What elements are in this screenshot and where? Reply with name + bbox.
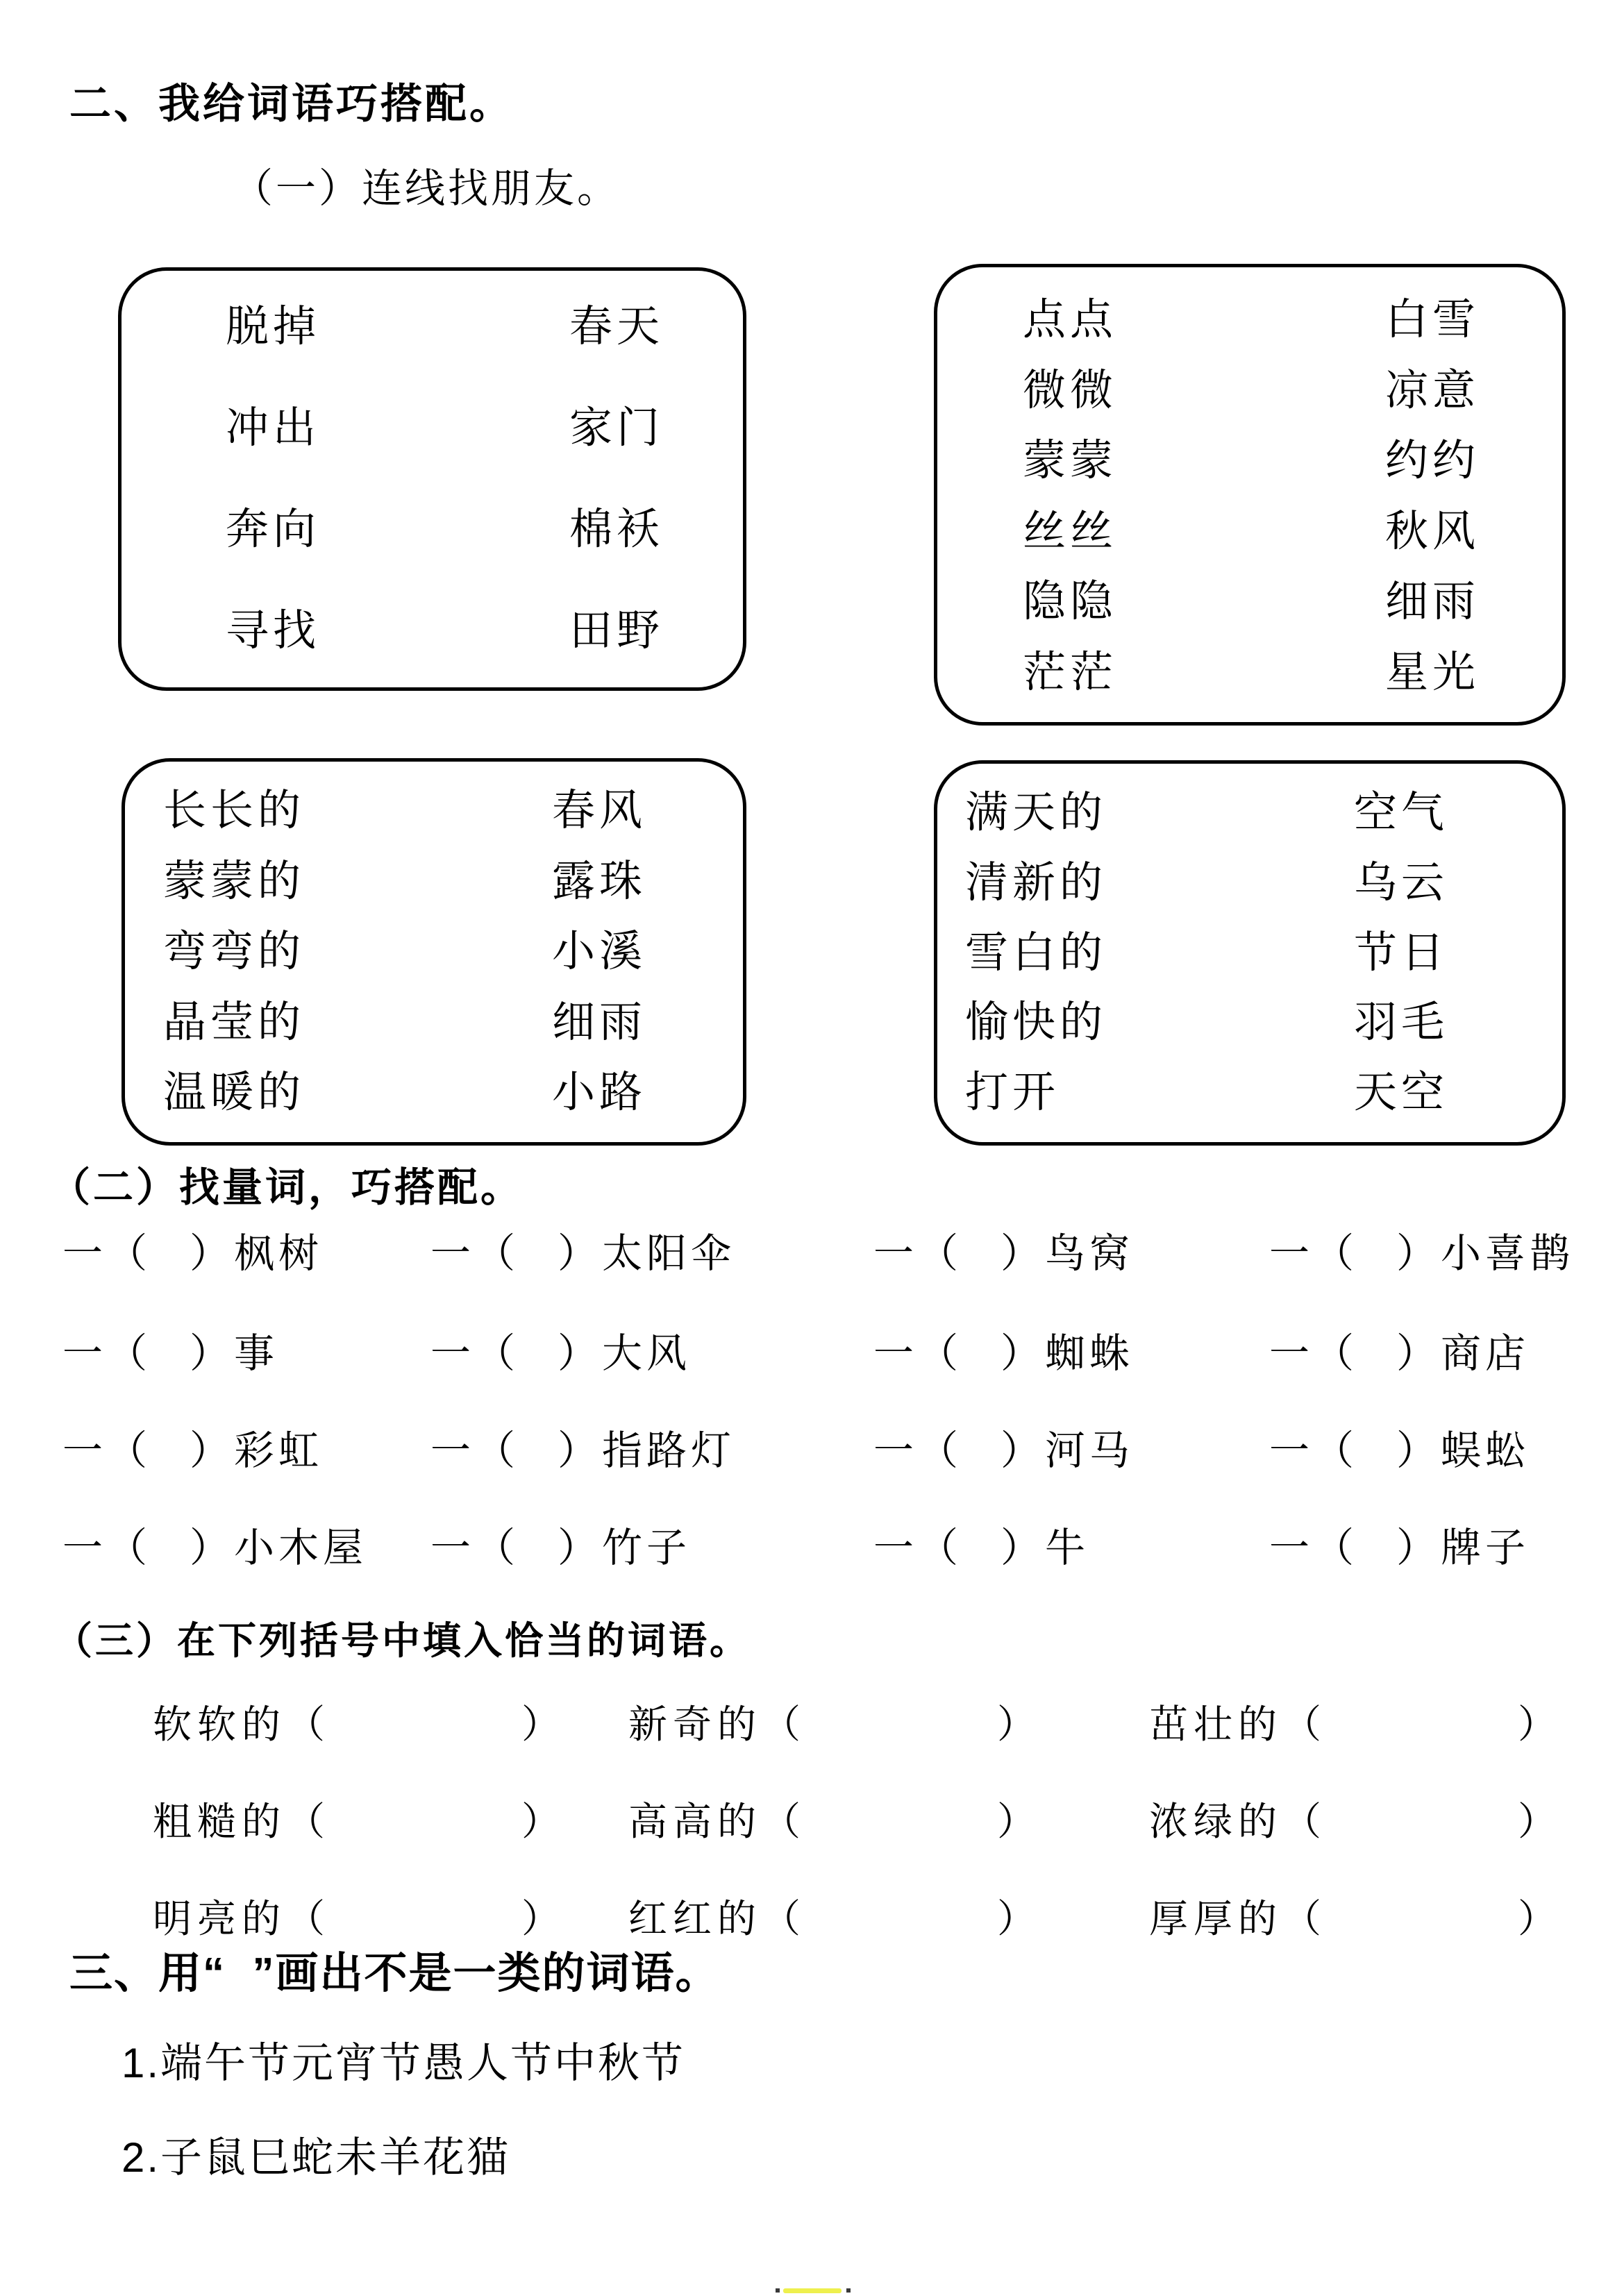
match-word[interactable]: 茫茫 <box>1023 648 1118 696</box>
quantifier-tail: ）彩虹 <box>190 1428 324 1473</box>
match-box-1 <box>118 267 746 691</box>
quantifier-lead: 一（ <box>1269 1231 1359 1276</box>
fill-lead: 高高的（ <box>628 1801 806 1844</box>
match-word[interactable]: 丝丝 <box>1023 508 1118 555</box>
quantifier-blank[interactable] <box>519 1555 558 1561</box>
match-word[interactable]: 细雨 <box>552 998 647 1046</box>
fill-blank[interactable] <box>1327 1925 1518 1932</box>
fill-item <box>1149 1803 1562 1842</box>
exercise-item-2: 2.子鼠巳蛇未羊花猫 <box>122 2134 511 2181</box>
match-word[interactable]: 满天的 <box>965 789 1107 837</box>
match-box-1-left-column <box>226 305 320 653</box>
fill-item <box>628 1803 1041 1842</box>
exercise-item-1: 1.端午节元宵节愚人节中秋节 <box>122 2040 686 2086</box>
fill-tail: ） <box>997 1704 1041 1747</box>
quantifier-blank[interactable] <box>519 1360 558 1367</box>
quantifier-tail: ）大风 <box>558 1331 692 1376</box>
match-word[interactable]: 约约 <box>1385 437 1480 485</box>
fill-tail: ） <box>997 1898 1041 1941</box>
fill-blank[interactable] <box>806 1731 997 1738</box>
quantifier-tail: ）小喜鹊 <box>1396 1231 1575 1276</box>
match-word[interactable]: 小路 <box>552 1069 647 1116</box>
match-word[interactable]: 蒙蒙 <box>1023 437 1118 485</box>
match-word[interactable]: 寻找 <box>226 607 321 655</box>
quantifier-item <box>1269 1525 1530 1570</box>
quantifier-blank[interactable] <box>151 1360 190 1367</box>
fill-item <box>153 1706 566 1745</box>
page-number-highlight <box>783 2288 842 2293</box>
fill-tail: ） <box>521 1704 566 1747</box>
fill-item <box>1149 1706 1562 1745</box>
quantifier-blank[interactable] <box>962 1555 1001 1561</box>
match-box-2 <box>934 264 1566 726</box>
quantifier-item <box>1269 1428 1530 1473</box>
fill-lead: 新奇的（ <box>628 1704 806 1747</box>
quantifier-tail: ）鸟窝 <box>1001 1231 1135 1276</box>
match-word[interactable]: 点点 <box>1023 296 1118 344</box>
quantifier-tail: ）蜈蚣 <box>1396 1428 1530 1473</box>
fill-tail: ） <box>521 1801 566 1844</box>
match-word[interactable]: 春风 <box>552 787 647 835</box>
match-box-4-left-column <box>965 791 1107 1114</box>
match-word[interactable]: 晶莹的 <box>163 998 305 1046</box>
section3-title: 三、用“ ”画出不是一类的词语。 <box>69 1950 720 1997</box>
fill-blank[interactable] <box>1327 1828 1518 1835</box>
part2-title: （二）找量词，巧搭配。 <box>50 1165 524 1210</box>
quantifier-item <box>873 1428 1135 1473</box>
quantifier-tail: ）蜘蛛 <box>1001 1331 1135 1376</box>
match-word[interactable]: 节日 <box>1354 929 1449 977</box>
quantifier-blank[interactable] <box>962 1360 1001 1367</box>
match-word[interactable]: 凉意 <box>1385 367 1480 414</box>
match-box-2-right-column <box>1385 296 1480 696</box>
section2-title: 二、我给词语巧搭配。 <box>69 81 514 127</box>
match-word[interactable]: 弯弯的 <box>163 928 305 975</box>
quantifier-lead: 一（ <box>430 1331 520 1376</box>
match-box-4 <box>934 760 1566 1146</box>
quantifier-blank[interactable] <box>519 1457 558 1464</box>
quantifier-blank[interactable] <box>962 1260 1001 1267</box>
quantifier-blank[interactable] <box>1358 1457 1396 1464</box>
quantifier-lead: 一（ <box>1269 1428 1359 1473</box>
part3-title: （三）在下列括号中填入恰当的词语。 <box>54 1620 751 1662</box>
match-box-3 <box>122 758 746 1146</box>
fill-tail: ） <box>1518 1801 1562 1844</box>
match-word[interactable]: 细雨 <box>1385 578 1480 626</box>
quantifier-item <box>873 1231 1135 1276</box>
fill-blank[interactable] <box>330 1828 521 1835</box>
fill-item <box>153 1900 566 1939</box>
fill-tail: ） <box>1518 1898 1562 1941</box>
match-word[interactable]: 羽毛 <box>1354 999 1449 1047</box>
match-word[interactable]: 脱掉 <box>226 303 321 351</box>
match-box-4-right-column <box>1354 791 1448 1114</box>
match-word[interactable]: 天空 <box>1354 1069 1449 1116</box>
quantifier-blank[interactable] <box>151 1260 190 1267</box>
quantifier-tail: ）竹子 <box>558 1525 692 1570</box>
quantifier-blank[interactable] <box>151 1457 190 1464</box>
quantifier-tail: ）事 <box>190 1331 279 1376</box>
quantifier-lead: 一（ <box>873 1525 963 1570</box>
quantifier-item <box>1269 1231 1575 1276</box>
fill-lead: 浓绿的（ <box>1149 1801 1327 1844</box>
quantifier-lead: 一（ <box>1269 1525 1359 1570</box>
match-word[interactable]: 秋风 <box>1385 508 1480 555</box>
fill-item <box>1149 1900 1562 1939</box>
quantifier-blank[interactable] <box>151 1555 190 1561</box>
quantifier-item <box>430 1428 736 1473</box>
fill-lead: 软软的（ <box>153 1704 330 1747</box>
quantifier-tail: ）太阳伞 <box>558 1231 736 1276</box>
fill-tail: ） <box>1518 1704 1562 1747</box>
fill-item <box>628 1706 1041 1745</box>
quantifier-lead: 一（ <box>62 1428 152 1473</box>
match-word[interactable]: 愉快的 <box>965 999 1107 1047</box>
match-word[interactable]: 温暖的 <box>163 1069 305 1116</box>
fill-blank[interactable] <box>330 1731 521 1738</box>
match-word[interactable]: 蒙蒙的 <box>163 857 305 905</box>
match-word[interactable]: 田野 <box>569 607 664 655</box>
quantifier-blank[interactable] <box>1358 1260 1396 1267</box>
quantifier-lead: 一（ <box>1269 1331 1359 1376</box>
quantifier-blank[interactable] <box>1358 1555 1396 1561</box>
fill-item <box>153 1803 566 1842</box>
fill-lead: 明亮的（ <box>153 1898 330 1941</box>
quantifier-tail: ）牌子 <box>1396 1525 1530 1570</box>
highlight-end-dot <box>846 2288 851 2293</box>
match-word[interactable]: 露珠 <box>552 857 647 905</box>
fill-blank[interactable] <box>1327 1731 1518 1738</box>
quantifier-item <box>873 1331 1135 1376</box>
quantifier-item <box>430 1331 692 1376</box>
match-word[interactable]: 奔向 <box>226 506 321 553</box>
match-word[interactable]: 冲出 <box>226 405 321 452</box>
quantifier-lead: 一（ <box>430 1428 520 1473</box>
fill-tail: ） <box>521 1898 566 1941</box>
quantifier-lead: 一（ <box>62 1331 152 1376</box>
fill-lead: 粗糙的（ <box>153 1801 330 1844</box>
match-word[interactable]: 打开 <box>965 1069 1060 1116</box>
fill-blank[interactable] <box>330 1925 521 1932</box>
quantifier-lead: 一（ <box>873 1231 963 1276</box>
quantifier-item <box>62 1525 368 1570</box>
quantifier-lead: 一（ <box>873 1428 963 1473</box>
match-box-3-right-column <box>552 789 646 1114</box>
quantifier-blank[interactable] <box>1358 1360 1396 1367</box>
quantifier-blank[interactable] <box>519 1260 558 1267</box>
match-word[interactable]: 星光 <box>1385 648 1480 696</box>
match-word[interactable]: 隐隐 <box>1023 578 1118 626</box>
quantifier-lead: 一（ <box>62 1525 152 1570</box>
quantifier-lead: 一（ <box>62 1231 152 1276</box>
fill-tail: ） <box>997 1801 1041 1844</box>
quantifier-item <box>62 1231 324 1276</box>
match-word[interactable]: 家门 <box>569 405 664 452</box>
match-box-1-right-column <box>569 305 664 653</box>
quantifier-tail: ）商店 <box>1396 1331 1530 1376</box>
fill-lead: 红红的（ <box>628 1898 806 1941</box>
match-box-2-left-column <box>1023 296 1118 696</box>
part1-title: （一）连线找朋友。 <box>233 166 621 211</box>
fill-lead: 厚厚的（ <box>1149 1898 1327 1941</box>
fill-blank[interactable] <box>806 1828 997 1835</box>
match-word[interactable]: 清新的 <box>965 859 1107 907</box>
match-word[interactable]: 微微 <box>1023 367 1118 414</box>
match-word[interactable]: 棉袄 <box>569 506 664 553</box>
quantifier-item <box>1269 1331 1530 1376</box>
quantifier-item <box>430 1525 692 1570</box>
fill-item <box>628 1900 1041 1939</box>
quantifier-lead: 一（ <box>873 1331 963 1376</box>
quantifier-tail: ）牛 <box>1001 1525 1090 1570</box>
quantifier-lead: 一（ <box>430 1525 520 1570</box>
highlight-end-dot <box>776 2288 780 2293</box>
fill-blank[interactable] <box>806 1925 997 1932</box>
quantifier-lead: 一（ <box>430 1231 520 1276</box>
quantifier-tail: ）枫树 <box>190 1231 324 1276</box>
match-word[interactable]: 春天 <box>569 303 664 351</box>
match-word[interactable]: 白雪 <box>1385 296 1480 344</box>
quantifier-tail: ）小木屋 <box>190 1525 368 1570</box>
quantifier-item <box>873 1525 1090 1570</box>
quantifier-item <box>62 1428 324 1473</box>
quantifier-tail: ）指路灯 <box>558 1428 736 1473</box>
quantifier-tail: ）河马 <box>1001 1428 1135 1473</box>
match-word[interactable]: 空气 <box>1354 789 1449 837</box>
match-word[interactable]: 乌云 <box>1354 859 1449 907</box>
quantifier-blank[interactable] <box>962 1457 1001 1464</box>
quantifier-item <box>430 1231 736 1276</box>
match-word[interactable]: 长长的 <box>163 787 305 835</box>
match-box-3-left-column <box>163 789 305 1114</box>
match-word[interactable]: 雪白的 <box>965 929 1107 977</box>
match-word[interactable]: 小溪 <box>552 928 647 975</box>
quantifier-item <box>62 1331 279 1376</box>
fill-lead: 茁壮的（ <box>1149 1704 1327 1747</box>
